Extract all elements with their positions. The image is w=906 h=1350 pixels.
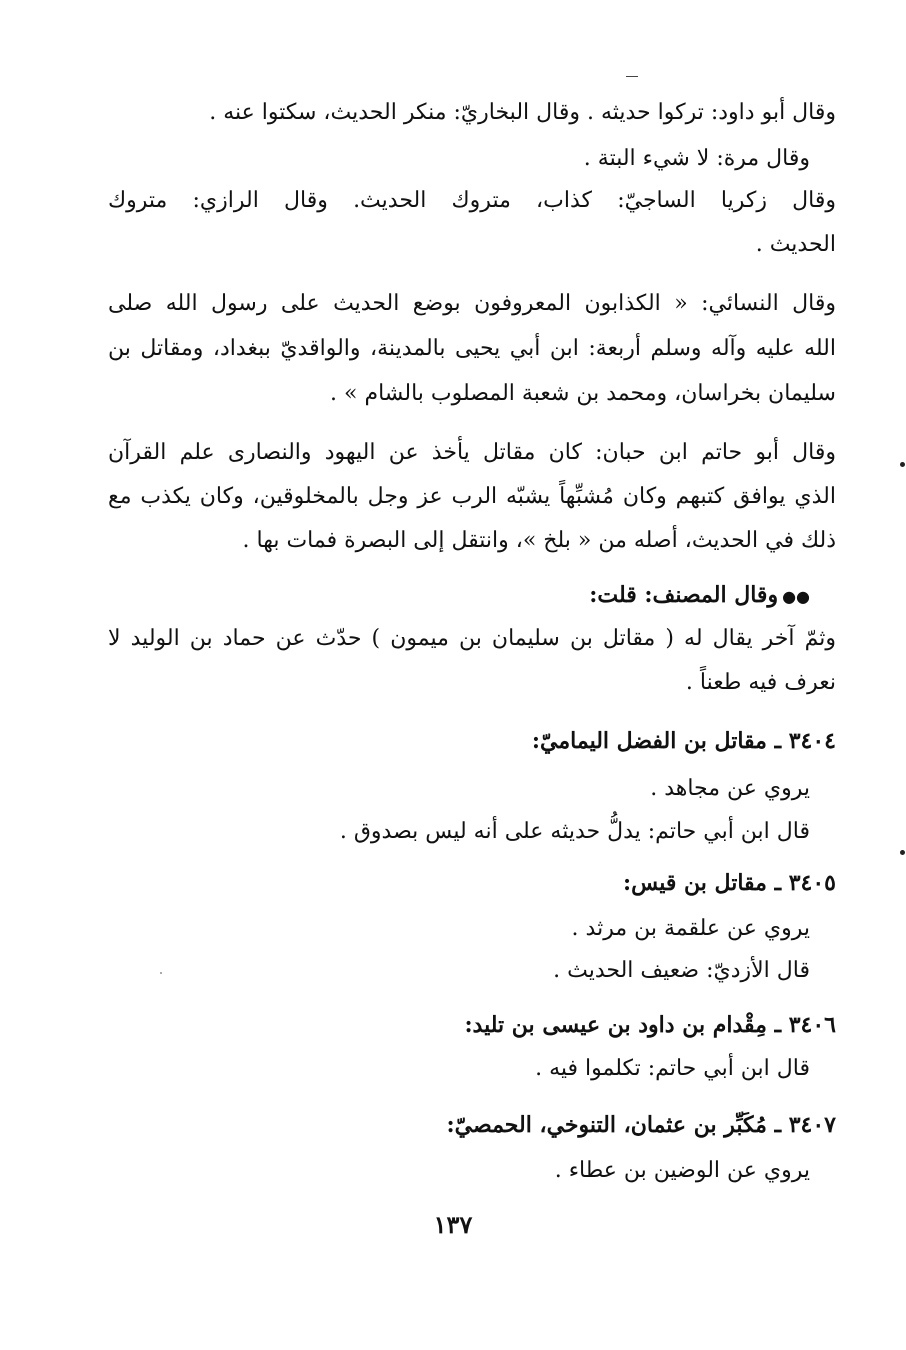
text-line: قال ابن أبي حاتم: يدلُّ حديثه على أنه ليس بصدوق .: [339, 819, 810, 844]
margin-mark: [900, 462, 905, 467]
text-line: وقال أبو داود: تركوا حديثه . وقال البخاريّ: منكر الحديث، سكتوا عنه .: [209, 100, 836, 125]
entry-heading: ٣٤٠٦ ـ مِقْدام بن داود بن عيسى بن تليد:: [464, 1012, 836, 1038]
text-line: يروي عن مجاهد .: [650, 776, 810, 801]
entry-heading: ٣٤٠٥ ـ مقاتل بن قيس:: [623, 870, 836, 896]
text-line: وقال النسائي: « الكذابون المعروفون بوضع الحديث على رسول الله صلى: [108, 291, 836, 316]
text-line: يروي عن علقمة بن مرثد .: [571, 916, 810, 941]
text-line: الله عليه وآله وسلم أربعة: ابن أبي يحيى بالمدينة، والواقديّ ببغداد، ومقاتل بن: [108, 336, 836, 361]
text-line: نعرف فيه طعناً .: [685, 670, 836, 695]
text-line: الحديث .: [755, 232, 836, 257]
text-line: الذي يوافق كتبهم وكان مُشبِّهاً يشبّه الرب عز وجل بالمخلوقين، وكان يكذب مع: [108, 484, 836, 509]
page-number: ١٣٧: [433, 1210, 473, 1239]
text-line: قال ابن أبي حاتم: تكلموا فيه .: [535, 1056, 810, 1081]
text-line: وثمّ آخر يقال له ( مقاتل بن سليمان بن ميمون ) حدّث عن حماد بن الوليد لا: [108, 626, 836, 651]
text-line: ذلك في الحديث، أصله من « بلخ »، وانتقل إلى البصرة فمات بها .: [242, 528, 836, 553]
text-line: قال الأزديّ: ضعيف الحديث .: [553, 958, 810, 983]
author-note-heading: [589, 578, 810, 614]
entry-heading: ٣٤٠٤ ـ مقاتل بن الفضل اليماميّ:: [531, 728, 836, 754]
text-line: يروي عن الوضين بن عطاء .: [554, 1158, 810, 1183]
text-line: وقال مرة: لا شيء البتة .: [583, 146, 810, 171]
text-line: وقال زكريا الساجيّ: كذاب، متروك الحديث. وقال الرازي: متروك: [108, 188, 836, 213]
scan-speck: [160, 972, 162, 974]
entry-heading: ٣٤٠٧ ـ مُكَبِّر بن عثمان، التنوخي، الحمصيّ:: [446, 1112, 836, 1138]
text-line: وقال المصنف: قلت:: [589, 582, 779, 608]
margin-mark: [900, 850, 905, 855]
top-rule: [626, 76, 638, 77]
text-line: سليمان بخراسان، ومحمد بن شعبة المصلوب بالشام » .: [330, 381, 836, 406]
double-dot-marker: ●●: [782, 587, 810, 606]
text-line: وقال أبو حاتم ابن حبان: كان مقاتل يأخذ عن اليهود والنصارى علم القرآن: [108, 440, 836, 465]
